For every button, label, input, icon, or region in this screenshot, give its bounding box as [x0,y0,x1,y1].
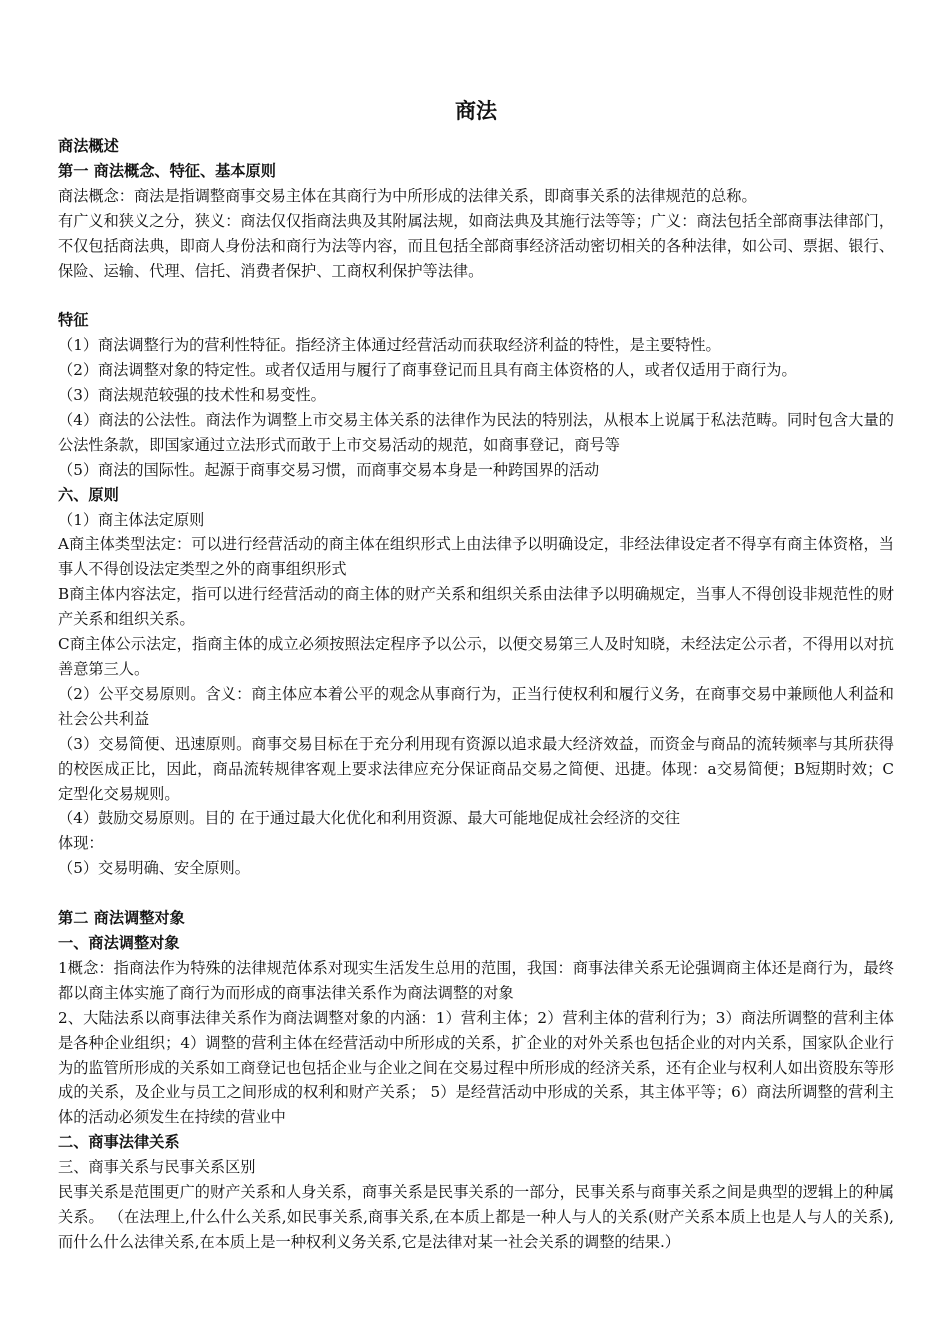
feature-item: （2）商法调整对象的特定性。或者仅适用与履行了商事登记而且具有商主体资格的人，或者仅适用于商行为。 [58,361,797,380]
document-title: 商法 [455,99,497,123]
principle-subitem: A商主体类型法定：可以进行经营活动的商主体在组织形式上由法律予以明确设定，非经法律设定者不得享有商主体资格，当事人不得创设法定类型之外的商事组织形式 [58,535,894,579]
section-heading-principles: 六、原则 [58,485,119,504]
subsection-heading-legal-relations: 二、商事法律关系 [58,1133,180,1152]
paragraph-civil-commercial: 民事关系是范围更广的财产关系和人身关系，商事关系是民事关系的一部分，民事关系与商事关系之间是典型的逻辑上的种属关系。 （在法理上,什么什么关系,如民事关系,商事关系,在本质上都是一种人与人的关系(财产关系本质上也是人与人的关系),而什么什么法律关系,在本质上是一种权利义务关系,它是法律对某一社会关系的调整的结果.） [58,1183,894,1251]
feature-item: （5）商法的国际性。起源于商事交易习惯，而商事交易本身是一种跨国界的活动 [58,460,600,479]
principle-item: （1）商主体法定原则 [58,510,205,529]
subsection-heading-difference: 三、商事关系与民事关系区别 [58,1158,256,1177]
principle-item: （4）鼓励交易原则。目的 在于通过最大化优化和利用资源、最大可能地促成社会经济的交往 [58,809,680,828]
paragraph-object-content: 2、大陆法系以商事法律关系作为商法调整对象的内涵：1）营利主体；2）营利主体的营利行为；3）商法所调整的营利主体是各种企业组织；4）调整的营利主体在经营活动中所形成的关系，扩企业的对外关系也包括企业的对内关系，国家队企业行为的监管所形成的关系如工商登记也包括企业与企业之间在交易过程中所形成的经济关系，还有企业与权利人如出资股东等形成的关系，及企业与员工之间形成的权利和财产关系； 5）是经营活动中形成的关系，其主体平等；6）商法所调整的营利主体的活动必须发生在持续的营业中 [58,1008,894,1127]
principle-subitem: B商主体内容法定，指可以进行经营活动的商主体的财产关系和组织关系由法律予以明确规定，当事人不得创设非规范性的财产关系和组织关系。 [58,585,894,629]
blank-line [58,283,894,308]
section-heading-objects: 第二 商法调整对象 [58,909,185,928]
paragraph-object-concept: 1概念：指商法作为特殊的法律规范体系对现实生活发生总用的范围，我国：商事法律关系无论强调商主体还是商行为，最终都以商主体实施了商行为而形成的商事法律关系作为商法调整的对象 [58,958,894,1002]
principle-note: 体现： [58,834,104,853]
principle-item: （2）公平交易原则。含义：商主体应本着公平的观念从事商行为，正当行使权利和履行义务，在商事交易中兼顾他人利益和社会公共利益 [58,684,894,728]
principle-item: （3）交易简便、迅速原则。商事交易目标在于充分利用现有资源以追求最大经济效益，而资金与商品的流转频率与其所获得的校医成正比，因此，商品流转规律客观上要求法律应充分保证商品交易之简便、迅捷。体现：a交易简便；B短期时效；C定型化交易规则。 [58,734,894,803]
paragraph-broad-narrow: 有广义和狭义之分，狭义：商法仅仅指商法典及其附属法规，如商法典及其施行法等等；广义：商法包括全部商事法律部门，不仅包括商法典，即商人身份法和商行为法等内容，而且包括全部商事经济活动密切相关的各种法律，如公司、票据、银行、保险、运输、代理、信托、消费者保护、工商权利保护等法律。 [58,211,894,280]
section-heading-features: 特征 [58,311,89,330]
feature-item: （1）商法调整行为的营利性特征。指经济主体通过经营活动而获取经济利益的特性，是主要特性。 [58,336,721,355]
document-page [58,96,894,1255]
principle-subitem: C商主体公示法定，指商主体的成立必须按照法定程序予以公示，以便交易第三人及时知晓，未经法定公示者，不得用以对抗善意第三人。 [58,635,894,679]
paragraph-definition: 商法概念：商法是指调整商事交易主体在其商行为中所形成的法律关系，即商事关系的法律规范的总称。 [58,186,757,205]
principle-item: （5）交易明确、安全原则。 [58,859,250,878]
blank-line [58,881,894,906]
feature-item: （4）商法的公法性。商法作为调整上市交易主体关系的法律作为民法的特别法，从根本上说属于私法范畴。同时包含大量的公法性条款，即国家通过立法形式而敢于上市交易活动的规范，如商事登记，商号等 [58,410,894,454]
section-heading-concept: 第一 商法概念、特征、基本原则 [58,161,276,180]
section-heading-overview: 商法概述 [58,137,119,155]
subsection-heading-objects: 一、商法调整对象 [58,933,180,952]
feature-item: （3）商法规范较强的技术性和易变性。 [58,386,326,405]
